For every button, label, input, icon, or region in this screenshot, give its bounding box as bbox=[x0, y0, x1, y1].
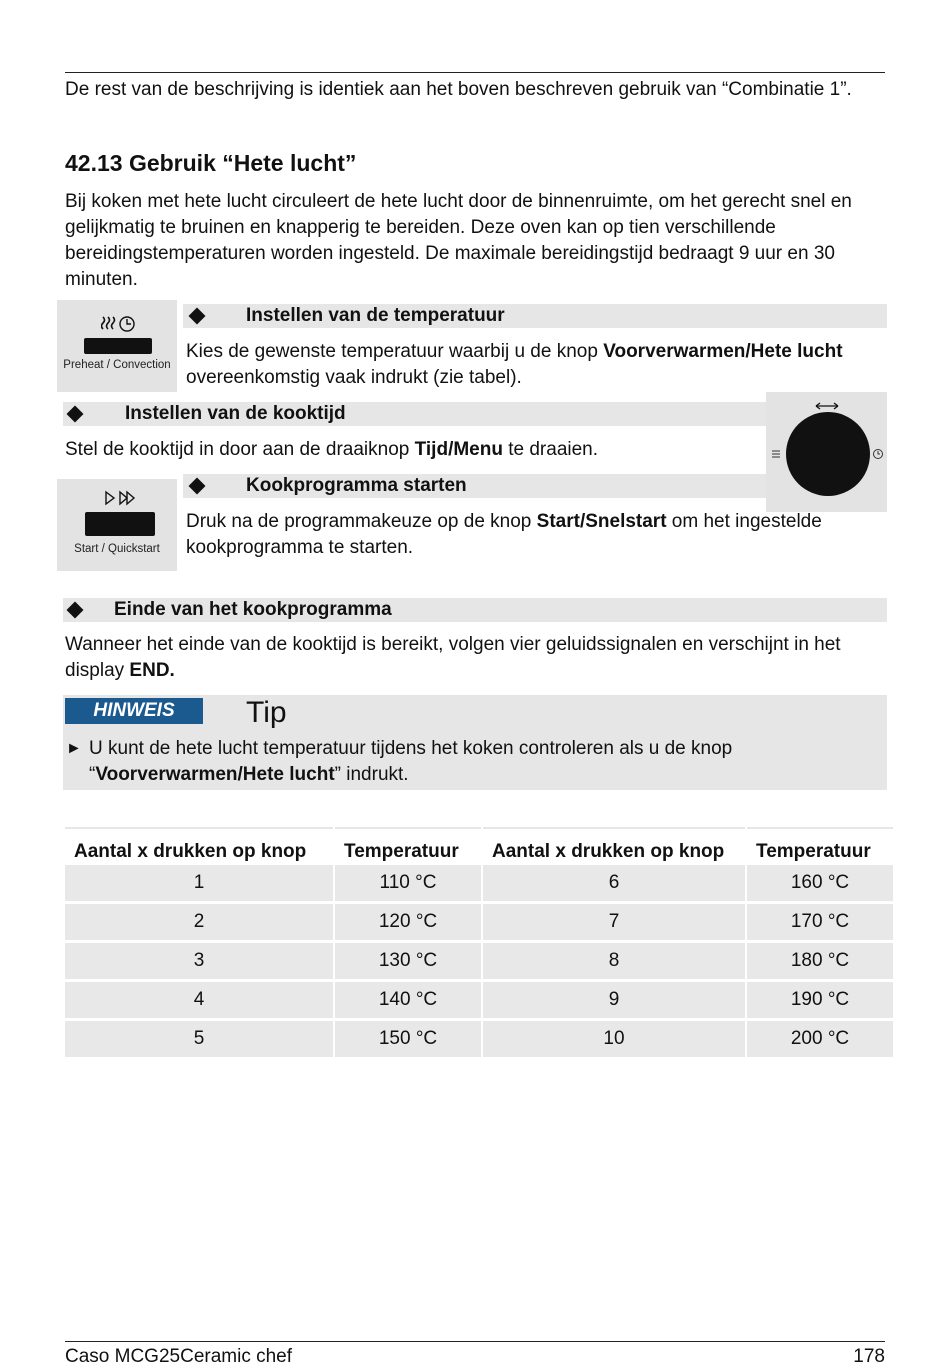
table-cell: 8 bbox=[482, 942, 746, 981]
step-start-band bbox=[183, 474, 766, 498]
table-row bbox=[65, 1020, 894, 1059]
table-cell: 190 °C bbox=[746, 981, 894, 1020]
step-start-text: Druk na de programmakeuze op de knop Start/Snelstart om het ingestelde kookprogramma te starten. bbox=[186, 511, 822, 558]
table-header-row bbox=[65, 828, 894, 865]
table-cell: 160 °C bbox=[746, 865, 894, 903]
table-header-cell: Aantal x drukken op knop bbox=[482, 828, 746, 865]
time-menu-knob-panel bbox=[766, 392, 887, 512]
time-menu-knob[interactable] bbox=[786, 412, 870, 496]
table-cell: 170 °C bbox=[746, 903, 894, 942]
rotate-arrows-icon bbox=[816, 403, 838, 409]
clock-icon bbox=[874, 450, 883, 459]
table-cell: 140 °C bbox=[334, 981, 482, 1020]
hinweis-badge: HINWEIS bbox=[65, 698, 203, 724]
table-cell: 120 °C bbox=[334, 903, 482, 942]
section-description: Bij koken met hete lucht circuleert de hete lucht door de binnenruimte, om het gerecht snel en gelijkmatig te bruinen en knapperig te bereiden. Deze oven kan op tien verschillende bereidingstemperaturen worden ingesteld. De maximale bereidingstijd bedraagt 9 uur en 30 minuten. bbox=[65, 191, 852, 290]
table-cell: 10 bbox=[482, 1020, 746, 1059]
table-cell: 1 bbox=[65, 865, 334, 903]
table-cell: 3 bbox=[65, 942, 334, 981]
table-cell: 4 bbox=[65, 981, 334, 1020]
diamond-bullet-icon bbox=[67, 406, 84, 423]
table-cell: 7 bbox=[482, 903, 746, 942]
table-row bbox=[65, 903, 894, 942]
step-start-title: Kookprogramma starten bbox=[246, 475, 467, 496]
table-cell: 9 bbox=[482, 981, 746, 1020]
diamond-bullet-icon bbox=[67, 602, 84, 619]
table-cell: 110 °C bbox=[334, 865, 482, 903]
preheat-button[interactable] bbox=[84, 338, 152, 354]
step-cooktime-title: Instellen van de kooktijd bbox=[125, 403, 346, 424]
step-temperature-text: Kies de gewenste temperatuur waarbij u de knop Voorverwarmen/Hete lucht overeenkomstig vaak indrukt (zie tabel). bbox=[186, 341, 843, 388]
table-cell: 6 bbox=[482, 865, 746, 903]
steam-and-clock-icon bbox=[101, 314, 137, 334]
table-cell: 5 bbox=[65, 1020, 334, 1059]
temperature-table bbox=[65, 827, 895, 1060]
step-end-title: Einde van het kookprogramma bbox=[114, 599, 392, 620]
table-cell: 200 °C bbox=[746, 1020, 894, 1059]
table-cell: 180 °C bbox=[746, 942, 894, 981]
menu-list-icon bbox=[772, 451, 780, 457]
footer-rule bbox=[65, 1341, 885, 1342]
start-button[interactable] bbox=[85, 512, 155, 536]
table-cell: 130 °C bbox=[334, 942, 482, 981]
step-cooktime-text: Stel de kooktijd in door aan de draaiknop Tijd/Menu te draaien. bbox=[65, 439, 599, 460]
step-end-text: Wanneer het einde van de kooktijd is bereikt, volgen vier geluidssignalen en verschijnt in het display END. bbox=[65, 634, 841, 681]
start-caption: Start / Quickstart bbox=[74, 543, 160, 555]
step-end-band bbox=[63, 598, 887, 622]
tip-text: U kunt de hete lucht temperatuur tijdens het koken controleren als u de knop “Voorverwarmen/Hete lucht” indrukt. bbox=[89, 738, 733, 785]
start-button-panel bbox=[57, 479, 177, 571]
preheat-button-panel bbox=[57, 300, 177, 392]
table-header-cell: Aantal x drukken op knop bbox=[65, 828, 334, 865]
table-row bbox=[65, 942, 894, 981]
step-temperature-title: Instellen van de temperatuur bbox=[246, 305, 505, 326]
diamond-bullet-icon bbox=[189, 308, 206, 325]
preheat-caption: Preheat / Convection bbox=[63, 359, 171, 371]
table-row bbox=[65, 865, 894, 903]
step-cooktime-band bbox=[63, 402, 767, 426]
table-cell: 2 bbox=[65, 903, 334, 942]
step-temperature-band bbox=[183, 304, 887, 328]
page-number: 178 bbox=[853, 1346, 885, 1367]
play-and-fast-forward-icon bbox=[103, 489, 137, 507]
tip-title: Tip bbox=[246, 696, 287, 729]
table-cell: 150 °C bbox=[334, 1020, 482, 1059]
footer-product: Caso MCG25Ceramic chef bbox=[65, 1346, 293, 1367]
table-header-cell: Temperatuur bbox=[746, 828, 894, 865]
tip-bullet-icon: ► bbox=[66, 740, 82, 757]
table-header-cell: Temperatuur bbox=[334, 828, 482, 865]
diamond-bullet-icon bbox=[189, 478, 206, 495]
header-rule bbox=[65, 72, 885, 73]
section-heading: 42.13 Gebruik “Hete lucht” bbox=[65, 150, 357, 176]
table-row bbox=[65, 981, 894, 1020]
intro-text: De rest van de beschrijving is identiek aan het boven beschreven gebruik van “Combinatie 1”. bbox=[65, 79, 852, 100]
